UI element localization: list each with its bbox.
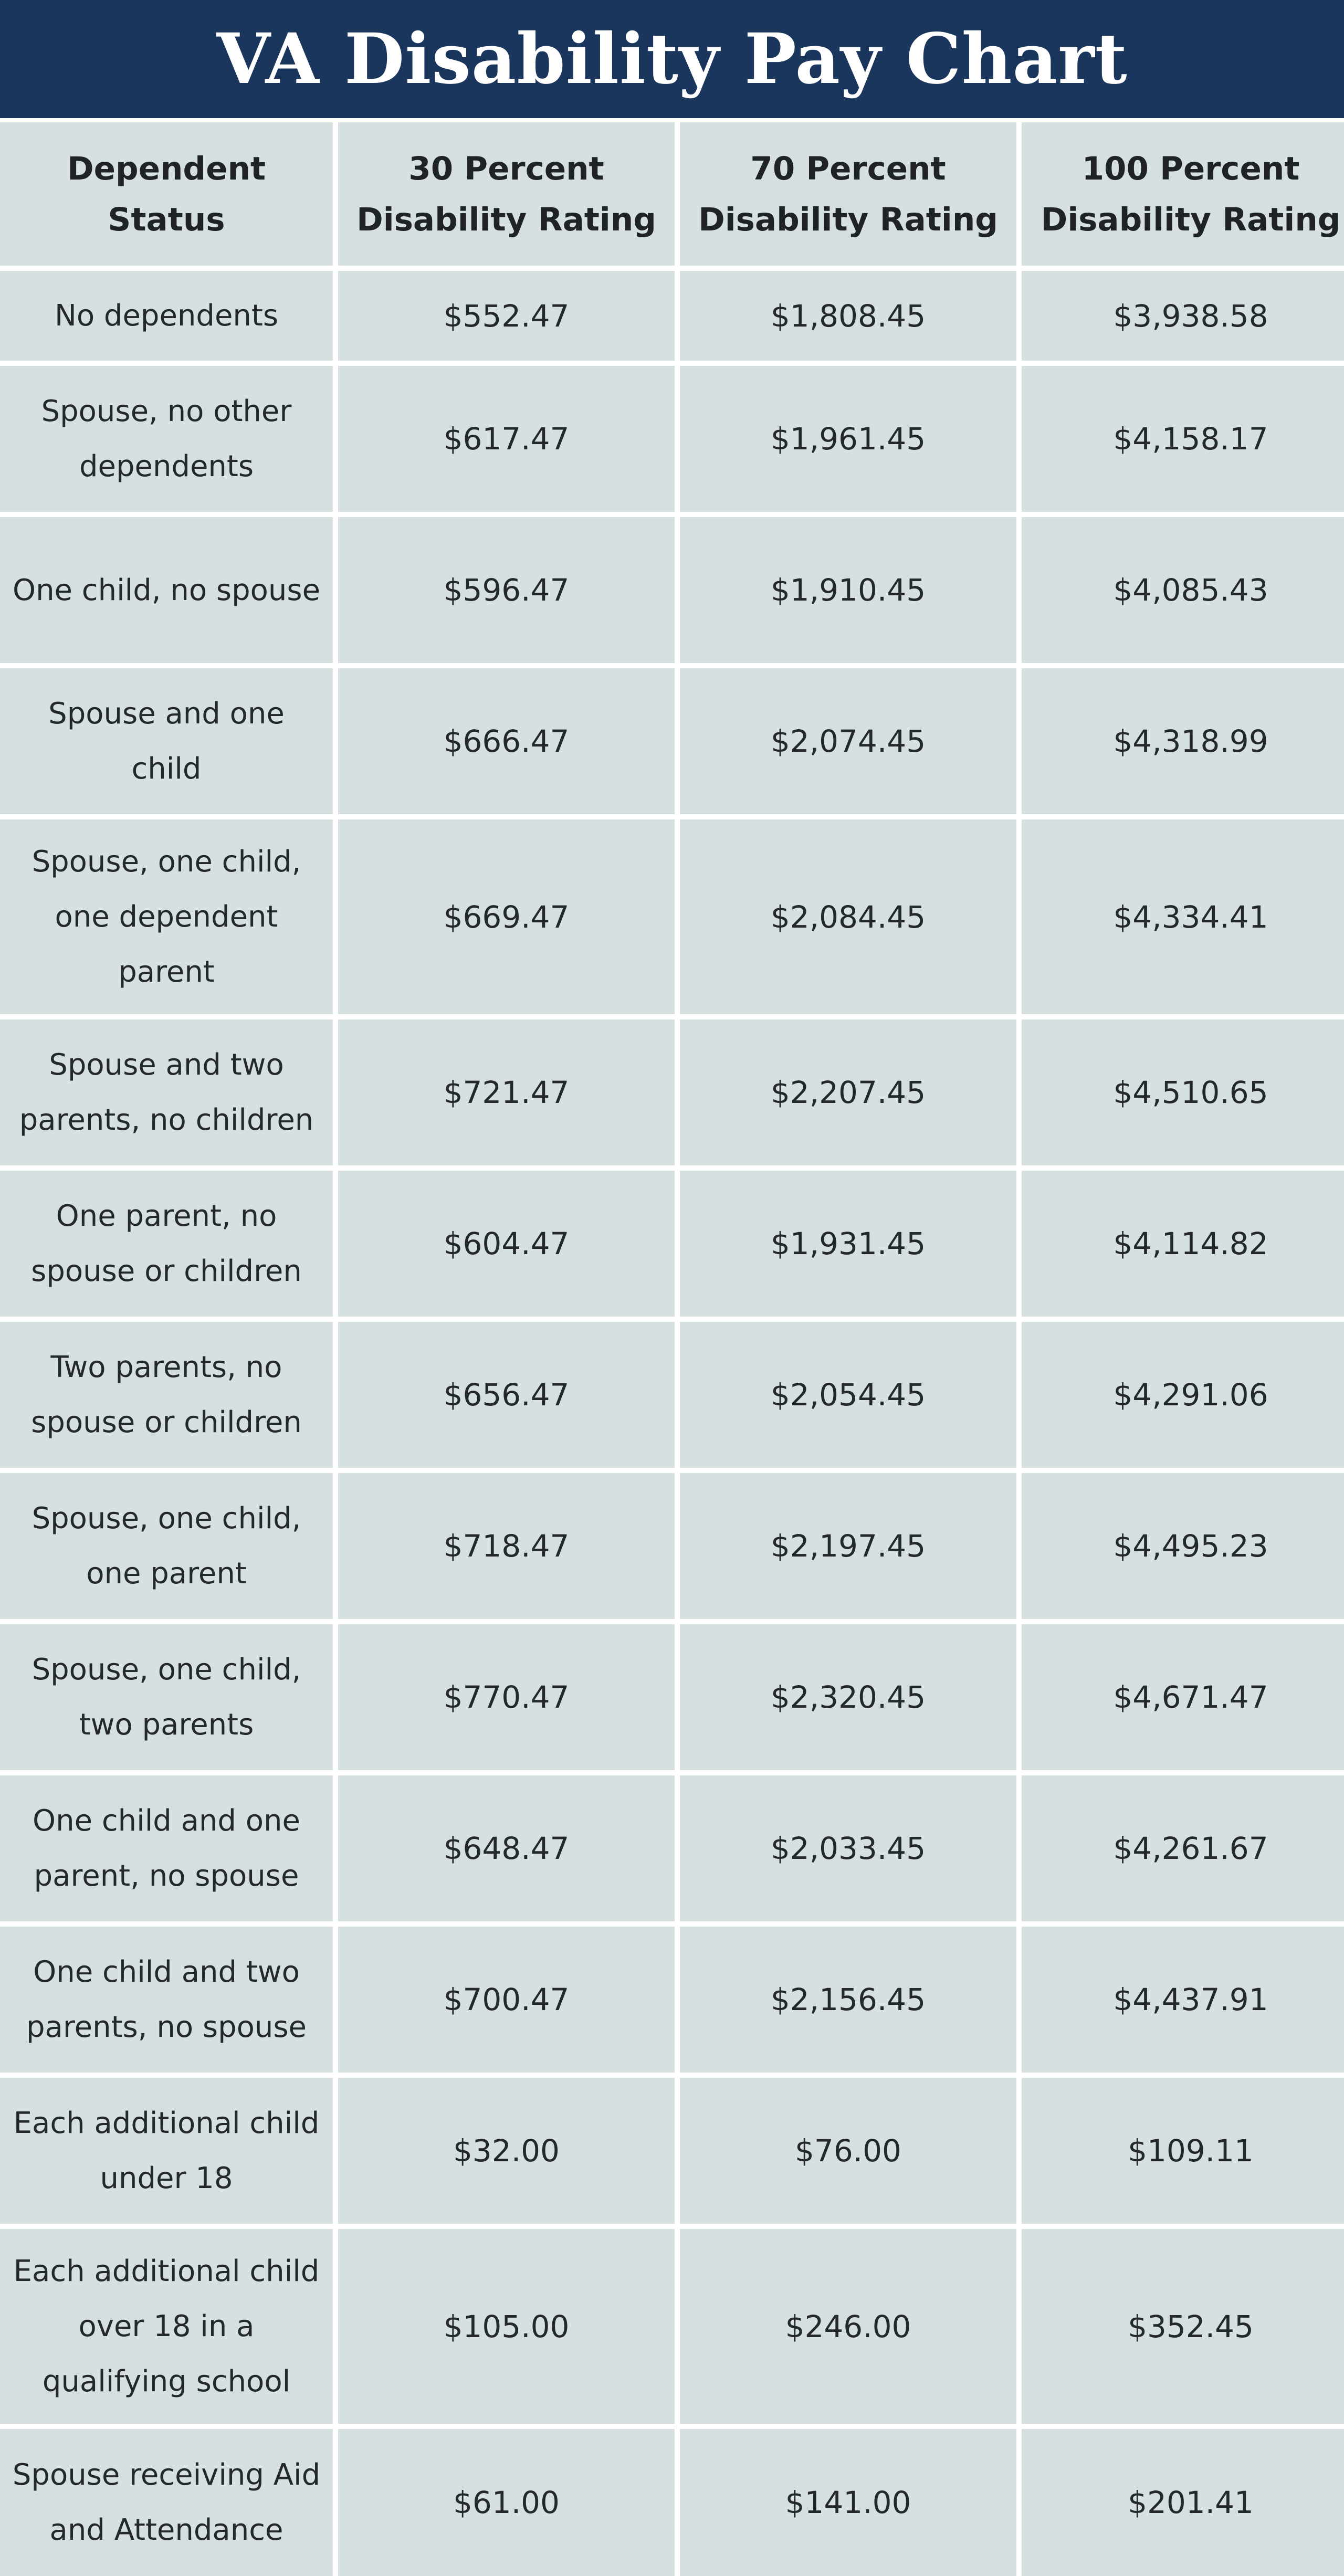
amount-30-cell-text: $617.47 — [443, 421, 570, 457]
amount-70-cell — [680, 1775, 1016, 1921]
amount-100-cell — [1022, 366, 1344, 512]
amount-70-cell — [680, 2078, 1016, 2224]
amount-30-cell — [338, 517, 675, 663]
header-label: 70 Percent Disability Rating — [698, 150, 998, 238]
amount-30-cell — [338, 1624, 675, 1770]
status-cell-text: Spouse, one child, one parent — [32, 1501, 301, 1591]
amount-70-cell — [680, 1171, 1016, 1317]
status-cell — [0, 1624, 333, 1770]
amount-30-cell-text: $552.47 — [443, 298, 570, 334]
amount-100-cell — [1022, 1473, 1344, 1619]
amount-30-cell-text: $700.47 — [443, 1982, 570, 2017]
status-cell-text: One child and one parent, no spouse — [33, 1804, 300, 1893]
amount-100-cell-text: $4,114.82 — [1113, 1226, 1268, 1261]
amount-100-cell — [1022, 2429, 1344, 2576]
amount-70-cell — [680, 517, 1016, 663]
status-cell — [0, 1171, 333, 1317]
amount-30-cell-text: $656.47 — [443, 1377, 570, 1413]
amount-70-cell-text: $2,197.45 — [770, 1528, 926, 1564]
amount-30-cell-text: $596.47 — [443, 572, 570, 608]
amount-70-cell — [680, 2229, 1016, 2424]
status-cell-text: Each additional child over 18 in a qualifying school — [13, 2254, 320, 2399]
amount-70-cell — [680, 1019, 1016, 1165]
status-cell-text: Two parents, no spouse or children — [31, 1350, 302, 1439]
status-cell — [0, 2429, 333, 2576]
header-label: 100 Percent Disability Rating — [1041, 150, 1341, 238]
amount-30-cell-text: $770.47 — [443, 1679, 570, 1715]
amount-70-cell — [680, 366, 1016, 512]
status-cell — [0, 2078, 333, 2224]
amount-100-cell-text: $4,085.43 — [1113, 572, 1268, 608]
status-cell-text: Each additional child under 18 — [13, 2106, 320, 2195]
amount-70-cell — [680, 1927, 1016, 2073]
status-cell — [0, 1775, 333, 1921]
amount-70-cell — [680, 1473, 1016, 1619]
amount-30-cell-text: $718.47 — [443, 1528, 570, 1564]
status-cell-text: Spouse and one child — [48, 697, 285, 786]
status-cell-text: One parent, no spouse or children — [31, 1199, 302, 1288]
amount-70-cell-text: $76.00 — [795, 2133, 901, 2169]
amount-100-cell-text: $352.45 — [1128, 2308, 1254, 2344]
amount-70-cell — [680, 1322, 1016, 1468]
header-30-percent — [338, 122, 675, 266]
amount-100-cell-text: $109.11 — [1128, 2133, 1254, 2169]
status-cell-text: One child and two parents, no spouse — [26, 1955, 307, 2044]
amount-100-cell — [1022, 1775, 1344, 1921]
amount-30-cell-text: $32.00 — [453, 2133, 560, 2169]
amount-70-cell-text: $2,207.45 — [770, 1075, 926, 1110]
status-cell-text: Spouse, one child, two parents — [32, 1653, 301, 1742]
amount-30-cell-text: $669.47 — [443, 899, 570, 935]
amount-30-cell — [338, 1775, 675, 1921]
amount-100-cell-text: $4,495.23 — [1113, 1528, 1268, 1564]
amount-70-cell — [680, 271, 1016, 361]
amount-100-cell-text: $4,318.99 — [1113, 723, 1268, 759]
amount-70-cell-text: $2,320.45 — [770, 1679, 926, 1715]
amount-30-cell — [338, 366, 675, 512]
status-cell — [0, 366, 333, 512]
status-cell — [0, 1019, 333, 1165]
header-label: 30 Percent Disability Rating — [356, 150, 656, 238]
amount-100-cell — [1022, 1171, 1344, 1317]
amount-30-cell — [338, 1019, 675, 1165]
status-cell — [0, 1322, 333, 1468]
amount-100-cell-text: $4,291.06 — [1113, 1377, 1268, 1413]
status-cell-text: No dependents — [54, 299, 279, 333]
amount-30-cell — [338, 819, 675, 1014]
amount-70-cell — [680, 668, 1016, 814]
status-cell-text: One child, no spouse — [12, 573, 321, 607]
amount-100-cell — [1022, 1624, 1344, 1770]
status-cell — [0, 1927, 333, 2073]
amount-100-cell-text: $3,938.58 — [1113, 298, 1268, 334]
amount-100-cell — [1022, 1019, 1344, 1165]
header-70-percent — [680, 122, 1016, 266]
amount-70-cell-text: $2,156.45 — [770, 1982, 926, 2017]
status-cell — [0, 517, 333, 663]
amount-100-cell-text: $4,261.67 — [1113, 1831, 1268, 1866]
amount-100-cell-text: $4,158.17 — [1113, 421, 1268, 457]
amount-100-cell — [1022, 1322, 1344, 1468]
status-cell — [0, 819, 333, 1014]
amount-70-cell-text: $1,961.45 — [770, 421, 926, 457]
amount-30-cell-text: $105.00 — [443, 2308, 570, 2344]
amount-100-cell-text: $4,510.65 — [1113, 1075, 1268, 1110]
status-cell — [0, 668, 333, 814]
amount-70-cell-text: $1,931.45 — [770, 1226, 926, 1261]
amount-30-cell — [338, 1473, 675, 1619]
pay-chart-table — [0, 118, 1344, 2556]
amount-70-cell — [680, 1624, 1016, 1770]
page-title: VA Disability Pay Chart — [216, 18, 1128, 100]
status-cell — [0, 2229, 333, 2424]
amount-30-cell-text: $648.47 — [443, 1831, 570, 1866]
header-100-percent — [1022, 122, 1344, 266]
status-cell-text: Spouse receiving Aid and Attendance — [12, 2458, 321, 2547]
status-cell-text: Spouse, no other dependents — [41, 394, 292, 483]
amount-70-cell-text: $1,910.45 — [770, 572, 926, 608]
status-cell — [0, 271, 333, 361]
amount-30-cell — [338, 2078, 675, 2224]
title-bar — [0, 0, 1344, 118]
amount-70-cell — [680, 819, 1016, 1014]
amount-100-cell-text: $4,334.41 — [1113, 899, 1268, 935]
amount-30-cell — [338, 1927, 675, 2073]
amount-100-cell — [1022, 2229, 1344, 2424]
status-cell — [0, 1473, 333, 1619]
amount-30-cell-text: $61.00 — [453, 2485, 560, 2520]
amount-30-cell — [338, 2229, 675, 2424]
amount-70-cell — [680, 2429, 1016, 2576]
amount-100-cell — [1022, 1927, 1344, 2073]
amount-30-cell — [338, 2429, 675, 2576]
amount-70-cell-text: $2,033.45 — [770, 1831, 926, 1866]
amount-30-cell-text: $666.47 — [443, 723, 570, 759]
amount-70-cell-text: $141.00 — [785, 2485, 911, 2520]
amount-100-cell — [1022, 517, 1344, 663]
header-dependent-status — [0, 122, 333, 266]
amount-100-cell — [1022, 668, 1344, 814]
amount-100-cell — [1022, 2078, 1344, 2224]
header-label: Dependent Status — [67, 150, 266, 238]
amount-30-cell — [338, 271, 675, 361]
amount-70-cell-text: $1,808.45 — [770, 298, 926, 334]
amount-100-cell-text: $201.41 — [1128, 2485, 1254, 2520]
amount-100-cell — [1022, 271, 1344, 361]
amount-30-cell — [338, 1171, 675, 1317]
amount-30-cell — [338, 1322, 675, 1468]
amount-30-cell — [338, 668, 675, 814]
amount-70-cell-text: $2,054.45 — [770, 1377, 926, 1413]
amount-100-cell-text: $4,671.47 — [1113, 1679, 1268, 1715]
amount-100-cell — [1022, 819, 1344, 1014]
status-cell-text: Spouse and two parents, no children — [19, 1048, 314, 1137]
amount-30-cell-text: $721.47 — [443, 1075, 570, 1110]
amount-100-cell-text: $4,437.91 — [1113, 1982, 1268, 2017]
status-cell-text: Spouse, one child, one dependent parent — [32, 845, 301, 989]
amount-70-cell-text: $2,084.45 — [770, 899, 926, 935]
amount-70-cell-text: $2,074.45 — [770, 723, 926, 759]
amount-70-cell-text: $246.00 — [785, 2308, 911, 2344]
amount-30-cell-text: $604.47 — [443, 1226, 570, 1261]
